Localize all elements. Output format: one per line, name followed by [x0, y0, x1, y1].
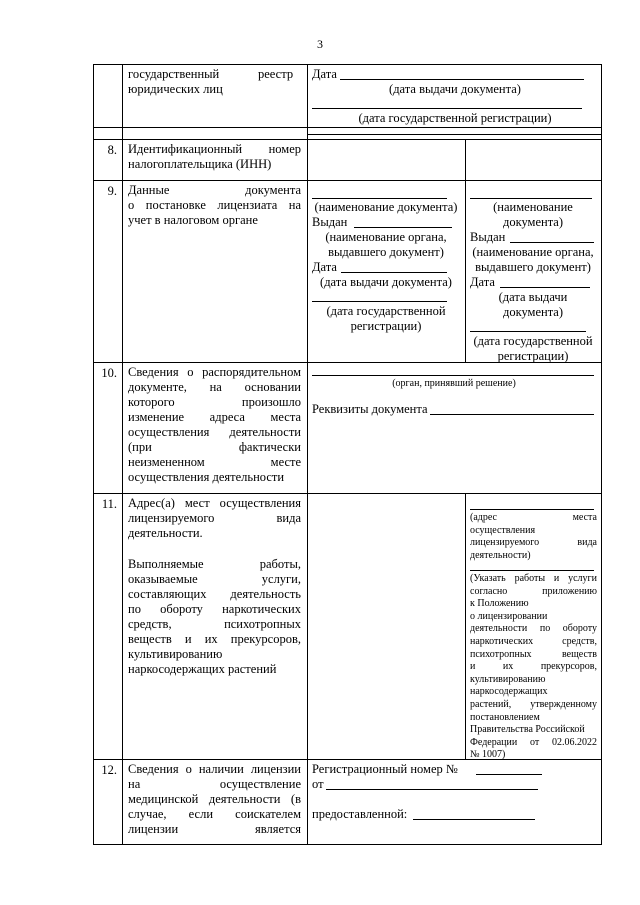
- address-caption-line: деятельности): [470, 549, 531, 561]
- issue-date-caption: (дата выдачи документа): [389, 82, 521, 96]
- reg-caption-line1-left: (дата государственной: [326, 304, 446, 318]
- inn-field-left[interactable]: [308, 140, 464, 180]
- date-caption-left: (дата выдачи документа): [320, 275, 452, 289]
- doc-name-field-left[interactable]: [312, 198, 447, 199]
- page-number: 3: [317, 37, 323, 51]
- reg-caption-line2-left: регистрации): [350, 319, 422, 333]
- row-subtitle-line: составляющих деятельность: [128, 587, 301, 601]
- works-note-line: растений, утвержденному: [470, 699, 597, 710]
- date-field[interactable]: [340, 79, 584, 80]
- address-caption-line: осуществления: [470, 524, 536, 536]
- row-title-line: Сведения о распорядительном: [128, 365, 301, 379]
- row-title-line1: Идентификационный номер: [128, 142, 301, 156]
- works-note-line: Федерации от 02.06.2022: [470, 736, 597, 748]
- registration-date-caption: (дата государственной регистрации): [358, 111, 552, 125]
- reg-caption-line2-right: регистрации): [497, 349, 569, 363]
- row-title-line3: учет в налоговом органе: [128, 213, 258, 227]
- row-title-line: Сведения о наличии лицензии: [128, 762, 301, 776]
- doc-name-caption-left: (наименование документа): [314, 200, 458, 214]
- provided-label: предоставленной:: [312, 807, 408, 821]
- issuer-caption-line2-right: выдавшего документ): [475, 260, 591, 274]
- reg-date-field-left[interactable]: [312, 301, 447, 302]
- address-caption-line: лицензируемого вида: [470, 537, 597, 549]
- row-title-line: лицензируемого вида: [128, 511, 301, 525]
- works-note-line: о лицензировании: [470, 610, 548, 622]
- works-field[interactable]: [470, 570, 594, 571]
- date-field-right[interactable]: [500, 287, 590, 288]
- date-caption-line1-right: (дата выдачи: [498, 290, 568, 304]
- row-subtitle-line: средств, психотропных: [128, 617, 301, 631]
- row-title-line: лицензии является: [128, 822, 301, 836]
- works-note-line: к Положению: [470, 598, 529, 610]
- issued-label-right: Выдан: [470, 230, 506, 244]
- reg-caption-line1-right: (дата государственной: [473, 334, 593, 348]
- issued-field-left[interactable]: [354, 227, 452, 228]
- row-title-line1: Данные документа: [128, 183, 301, 197]
- doc-name-field-right[interactable]: [470, 198, 592, 199]
- row-title-line: которого произошло: [128, 395, 301, 409]
- works-note-line: психотропных веществ: [470, 648, 597, 660]
- registry-label-word2: реестр: [258, 67, 294, 81]
- reg-number-label: Регистрационный номер №: [312, 762, 458, 776]
- address-input-cell[interactable]: [308, 494, 464, 758]
- row-number: 8.: [107, 143, 117, 157]
- issued-label-left: Выдан: [312, 215, 348, 229]
- row-title-line: случае, если соискателем: [128, 807, 301, 821]
- works-note-line: деятельности по обороту: [470, 623, 597, 635]
- row-title-line: на осуществление: [128, 777, 301, 791]
- issued-field-right[interactable]: [510, 242, 594, 243]
- requisites-field[interactable]: [430, 414, 594, 415]
- issuer-caption-line2-left: выдавшего документ): [328, 245, 444, 259]
- works-note-line: согласно приложению: [470, 585, 597, 597]
- works-note-line: (Указать работы и услуги: [470, 573, 597, 584]
- row-title-line: медицинской деятельности (в: [128, 792, 301, 806]
- date-label-right: Дата: [470, 275, 495, 289]
- reg-number-field[interactable]: [476, 774, 542, 775]
- date-label: Дата: [312, 67, 337, 81]
- issuer-caption-line1-left: (наименование органа,: [325, 230, 447, 244]
- from-field[interactable]: [326, 789, 538, 790]
- doc-name-caption-line2-right: документа): [502, 215, 564, 229]
- registry-label-word1: государственный: [128, 67, 220, 81]
- works-note-line: постановлением: [470, 711, 540, 723]
- date-label-left: Дата: [312, 260, 337, 274]
- inn-field-right[interactable]: [466, 140, 600, 180]
- doc-name-caption-line1-right: (наименование: [493, 200, 573, 214]
- issuer-caption-line1-right: (наименование органа,: [472, 245, 594, 259]
- row-number: 11.: [101, 497, 117, 511]
- date-caption-line2-right: документа): [502, 305, 564, 319]
- row-title-line2: о постановке лицензиата на: [128, 198, 301, 212]
- registry-label-line2: юридических лиц: [128, 82, 223, 96]
- works-note-line: и их прекурсоров,: [470, 661, 597, 673]
- registration-date-field[interactable]: [312, 108, 582, 109]
- address-caption-line: (адрес места: [470, 512, 597, 523]
- provided-field[interactable]: [413, 819, 535, 820]
- works-note-line: культивированию: [470, 673, 546, 685]
- authority-caption: (орган, принявший решение): [392, 378, 516, 389]
- date-field-left[interactable]: [341, 272, 447, 273]
- row-title-line: деятельности.: [128, 526, 203, 540]
- from-label: от: [312, 777, 324, 791]
- row-title-line: изменение адреса места: [128, 410, 301, 424]
- row-title-line: документе, на основании: [128, 380, 301, 394]
- works-note-line: № 1007): [470, 749, 506, 761]
- row-subtitle-line: по обороту наркотических: [128, 602, 301, 616]
- authority-field[interactable]: [312, 375, 594, 376]
- reg-date-field-right[interactable]: [470, 331, 586, 332]
- row-title-line: Адрес(а) мест осуществления: [128, 496, 301, 510]
- row-title-line: неизмененном месте: [128, 455, 301, 469]
- row-title-line: (при фактически: [128, 440, 301, 454]
- row-number: 10.: [101, 366, 117, 380]
- works-note-line: наркотических средств,: [470, 636, 597, 647]
- row-title-line: осуществления деятельности: [128, 470, 285, 484]
- row-subtitle-line: Выполняемые работы,: [128, 557, 301, 571]
- row-subtitle-line: наркосодержащих растений: [128, 662, 277, 676]
- row-title-line: осуществления деятельности: [128, 425, 301, 439]
- row-subtitle-line: веществ и их прекурсоров,: [128, 632, 301, 646]
- requisites-label: Реквизиты документа: [312, 402, 428, 416]
- row-subtitle-line: культивированию: [128, 647, 223, 661]
- row-title-line2: налогоплательщика (ИНН): [128, 157, 272, 171]
- row-number: 12.: [101, 763, 117, 777]
- row-subtitle-line: оказываемые услуги,: [128, 572, 301, 586]
- row-number: 9.: [107, 184, 117, 198]
- address-field[interactable]: [470, 509, 594, 510]
- works-note-line: наркосодержащих: [470, 686, 548, 698]
- works-note-line: Правительства Российской: [470, 724, 585, 736]
